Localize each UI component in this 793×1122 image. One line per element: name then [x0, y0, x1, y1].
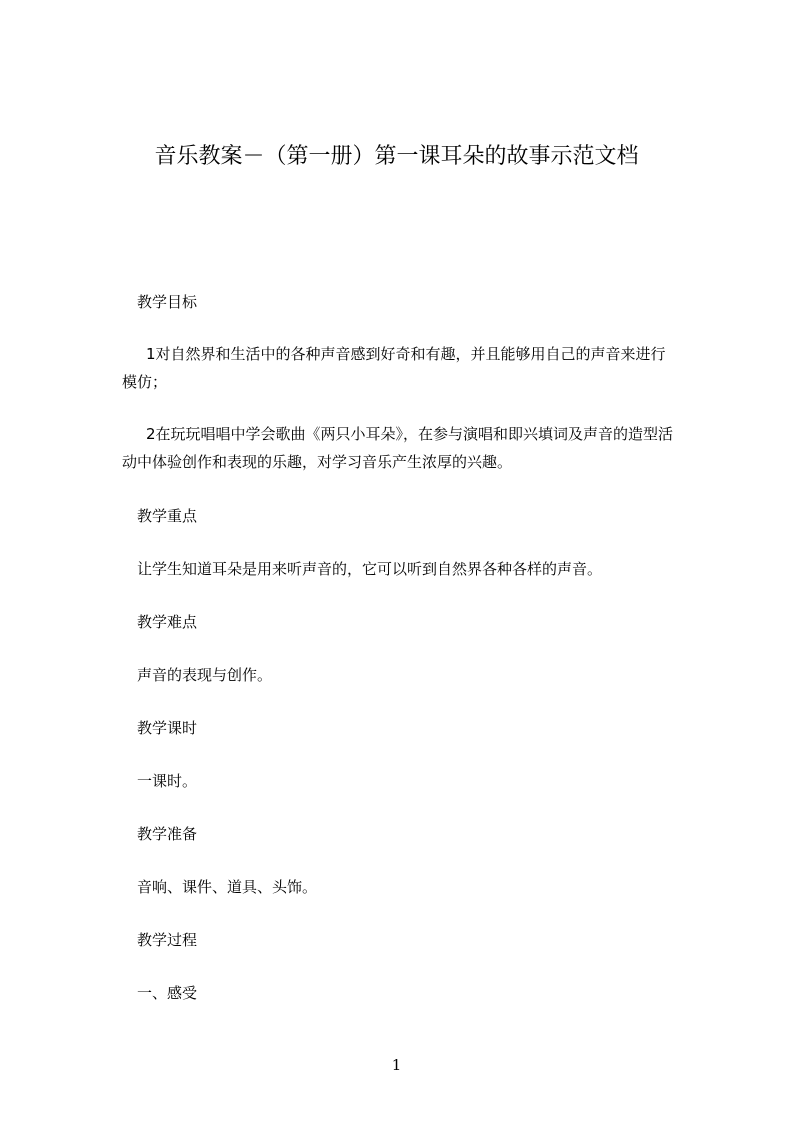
heading-process: 教学过程	[137, 931, 198, 949]
goal-1-line-1: 1对自然界和生活中的各种声音感到好奇和有趣，并且能够用自己的声音来进行	[146, 345, 666, 363]
heading-difficulties: 教学难点	[137, 613, 198, 631]
page-number: 1	[391, 1056, 402, 1074]
goal-paragraph-1	[122, 343, 717, 393]
preparation-text: 音响、课件、道具、头饰。	[137, 878, 318, 896]
document-title: 音乐教案－（第一册）第一课耳朵的故事示范文档	[154, 144, 639, 169]
process-step-1: 一、感受	[137, 984, 198, 1002]
heading-teaching-goals: 教学目标	[137, 293, 198, 311]
class-hours-text: 一课时。	[137, 772, 198, 790]
heading-preparation: 教学准备	[137, 825, 198, 843]
key-points-text: 让学生知道耳朵是用来听声音的，它可以听到自然界各种各样的声音。	[137, 560, 603, 578]
goal-paragraph-2	[122, 423, 717, 473]
goal-1-line-2: 模仿；	[122, 373, 168, 391]
goal-2-line-2: 动中体验创作和表现的乐趣，对学习音乐产生浓厚的兴趣。	[122, 453, 513, 471]
difficulties-text: 声音的表现与创作。	[137, 666, 273, 684]
heading-key-points: 教学重点	[137, 507, 198, 525]
goal-2-line-1: 2在玩玩唱唱中学会歌曲《两只小耳朵》，在参与演唱和即兴填词及声音的造型活	[146, 425, 674, 443]
heading-class-hours: 教学课时	[137, 719, 198, 737]
